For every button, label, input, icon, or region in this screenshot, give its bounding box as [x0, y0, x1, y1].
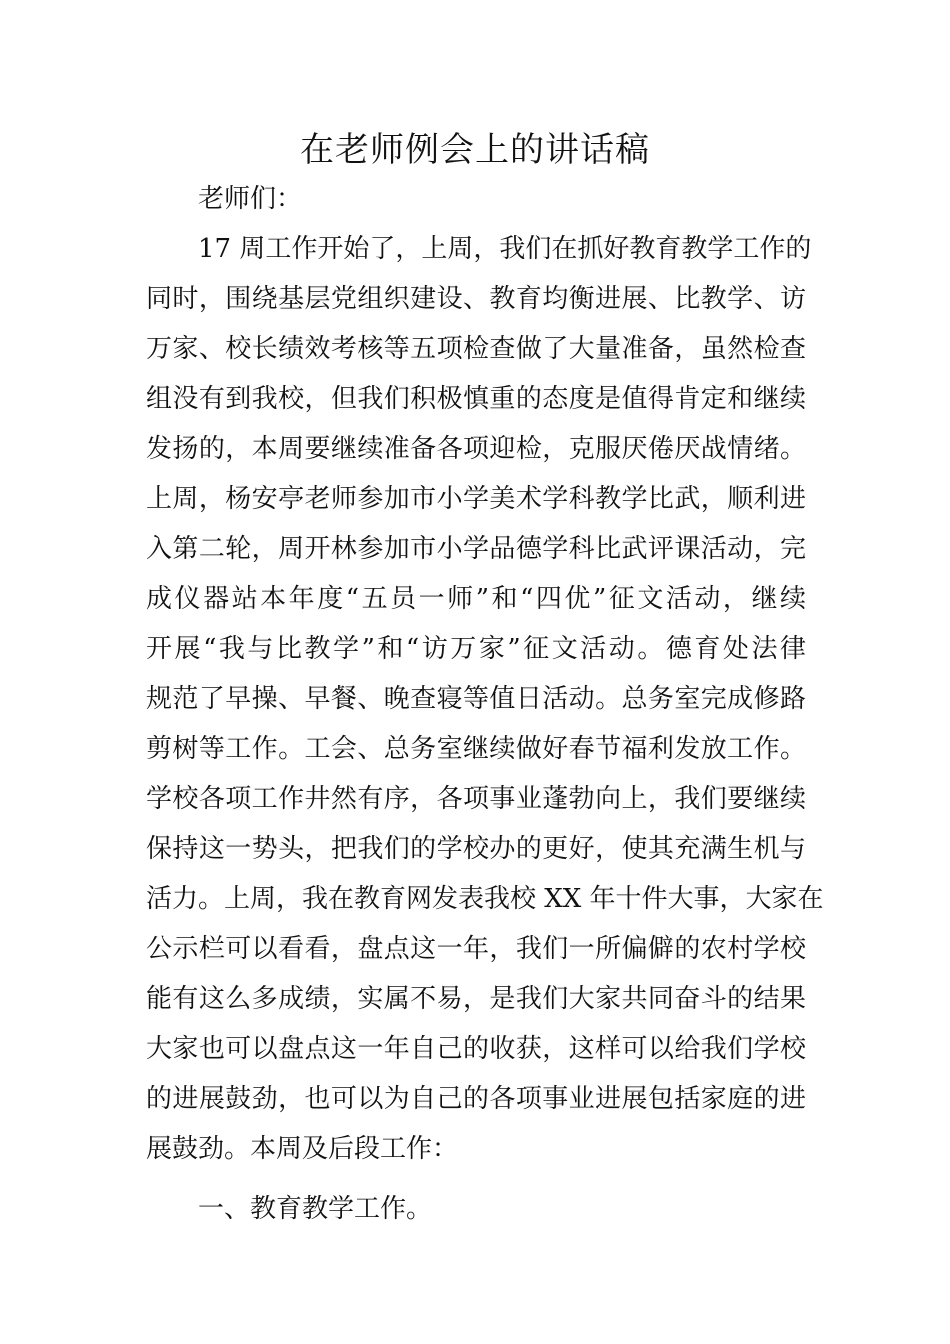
paragraph-line-18: 的进展鼓劲，也可以为自己的各项事业进展包括家庭的进: [146, 1084, 806, 1114]
paragraph-line-1: 17 周工作开始了，上周，我们在抓好教育教学工作的: [198, 234, 812, 264]
document-title: 在老师例会上的讲话稿: [300, 130, 650, 170]
paragraph-line-4: 组没有到我校，但我们积极慎重的态度是值得肯定和继续: [146, 384, 806, 414]
document-body: [146, 174, 824, 1234]
paragraph-line-5: 发扬的，本周要继续准备各项迎检，克服厌倦厌战情绪。: [146, 434, 806, 464]
paragraph-line-17: 大家也可以盘点这一年自己的收获，这样可以给我们学校: [146, 1034, 806, 1064]
paragraph-line-10: 规范了早操、早餐、晚查寝等值日活动。总务室完成修路: [146, 684, 806, 714]
paragraph-line-3: 万家、校长绩效考核等五项检查做了大量准备，虽然检查: [146, 334, 806, 364]
section-heading: 一、教育教学工作。: [198, 1194, 433, 1224]
paragraph-line-2: 同时，围绕基层党组织建设、教育均衡进展、比教学、访: [146, 284, 806, 314]
paragraph-line-15: 公示栏可以看看，盘点这一年，我们一所偏僻的农村学校: [146, 934, 806, 964]
paragraph-line-11: 剪树等工作。工会、总务室继续做好春节福利发放工作。: [146, 734, 806, 764]
paragraph-line-16: 能有这么多成绩，实属不易，是我们大家共同奋斗的结果: [146, 984, 806, 1014]
greeting-line: 老师们：: [198, 184, 303, 214]
paragraph-line-13: 保持这一势头，把我们的学校办的更好，使其充满生机与: [146, 834, 806, 864]
paragraph-line-12: 学校各项工作井然有序，各项事业蓬勃向上，我们要继续: [146, 784, 806, 814]
paragraph-line-14: 活力。上周，我在教育网发表我校 XX 年十件大事，大家在: [146, 884, 824, 914]
paragraph-line-9: 开展“我与比教学”和“访万家”征文活动。德育处法律: [146, 634, 806, 664]
paragraph-line-19: 展鼓劲。本周及后段工作：: [146, 1134, 459, 1164]
paragraph-line-8: 成仪器站本年度“五员一师”和“四优”征文活动，继续: [146, 584, 806, 614]
paragraph-line-7: 入第二轮，周开林参加市小学品德学科比武评课活动，完: [146, 534, 806, 564]
paragraph-line-6: 上周，杨安亭老师参加市小学美术学科教学比武，顺利进: [146, 484, 806, 514]
